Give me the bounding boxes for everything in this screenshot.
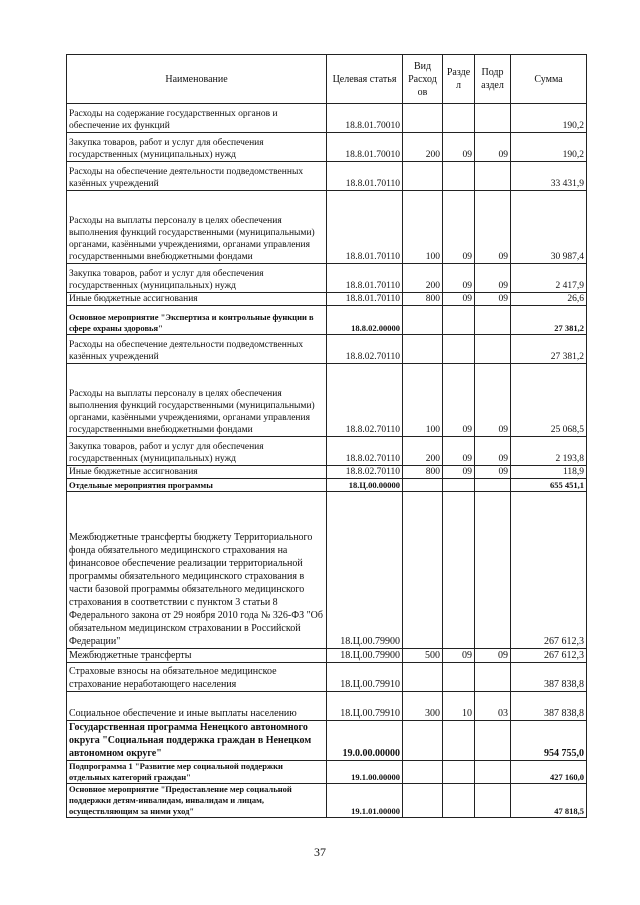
row-section bbox=[443, 162, 475, 191]
row-subsection: 03 bbox=[475, 692, 511, 721]
row-subsection bbox=[475, 335, 511, 364]
row-target-code: 18.8.01.70010 bbox=[327, 133, 403, 162]
row-target-code: 18.8.02.70110 bbox=[327, 466, 403, 479]
row-name: Межбюджетные трансферты бюджету Территориального фонда обязательного медицинского страхования на финансовое обеспечение реализации территориальной программы обязательного медицинского страхования в части базовой программы обязательного медицинского страхования в соответствии с пунктом 3 статьи 8 Федерального закона от 29 ноября 2010 года № 326-ФЗ "Об обязательном медицинском страховании в Российской Федерации" bbox=[67, 492, 327, 649]
row-sum: 26,6 bbox=[511, 293, 587, 306]
table-row bbox=[67, 264, 587, 293]
row-expense-type: 100 bbox=[403, 191, 443, 264]
row-target-code: 18.8.01.70010 bbox=[327, 104, 403, 133]
header-section: Разде л bbox=[443, 55, 475, 104]
row-subsection bbox=[475, 306, 511, 335]
row-subsection: 09 bbox=[475, 466, 511, 479]
row-target-code: 18.8.01.70110 bbox=[327, 191, 403, 264]
row-name: Расходы на выплаты персоналу в целях обеспечения выполнения функций государственными (муниципальными) органами, казёнными учреждениями, органами управления государственными внебюджетными фондами bbox=[67, 191, 327, 264]
row-subsection bbox=[475, 784, 511, 818]
row-target-code: 18.8.01.70110 bbox=[327, 264, 403, 293]
row-subsection: 09 bbox=[475, 264, 511, 293]
row-expense-type bbox=[403, 162, 443, 191]
row-target-code: 18.Ц.00.79910 bbox=[327, 692, 403, 721]
row-expense-type bbox=[403, 306, 443, 335]
table-row bbox=[67, 437, 587, 466]
row-name: Подпрограмма 1 "Развитие мер социальной поддержки отдельных категорий граждан" bbox=[67, 761, 327, 784]
row-sum: 387 838,8 bbox=[511, 692, 587, 721]
row-expense-type: 500 bbox=[403, 649, 443, 663]
table-row bbox=[67, 721, 587, 761]
row-target-code: 18.8.02.70110 bbox=[327, 335, 403, 364]
row-sum: 27 381,2 bbox=[511, 306, 587, 335]
row-expense-type: 200 bbox=[403, 264, 443, 293]
row-sum: 267 612,3 bbox=[511, 649, 587, 663]
row-sum: 47 818,5 bbox=[511, 784, 587, 818]
row-sum: 427 160,0 bbox=[511, 761, 587, 784]
table-row bbox=[67, 191, 587, 264]
row-sum: 190,2 bbox=[511, 133, 587, 162]
row-subsection: 09 bbox=[475, 437, 511, 466]
row-target-code: 18.Ц.00.79900 bbox=[327, 492, 403, 649]
table-row bbox=[67, 364, 587, 437]
row-subsection: 09 bbox=[475, 293, 511, 306]
row-subsection bbox=[475, 761, 511, 784]
row-sum: 33 431,9 bbox=[511, 162, 587, 191]
row-name: Закупка товаров, работ и услуг для обеспечения государственных (муниципальных) нужд bbox=[67, 133, 327, 162]
row-expense-type bbox=[403, 492, 443, 649]
table-row bbox=[67, 466, 587, 479]
row-name: Закупка товаров, работ и услуг для обеспечения государственных (муниципальных) нужд bbox=[67, 437, 327, 466]
table-row bbox=[67, 104, 587, 133]
table-row bbox=[67, 784, 587, 818]
row-section: 09 bbox=[443, 133, 475, 162]
table-row bbox=[67, 306, 587, 335]
row-name: Расходы на выплаты персоналу в целях обеспечения выполнения функций государственными (муниципальными) органами, казёнными учреждениями, органами управления государственными внебюджетными фондами bbox=[67, 364, 327, 437]
row-subsection bbox=[475, 104, 511, 133]
row-subsection bbox=[475, 492, 511, 649]
row-section: 09 bbox=[443, 649, 475, 663]
row-section: 09 bbox=[443, 293, 475, 306]
row-expense-type: 300 bbox=[403, 692, 443, 721]
row-target-code: 18.8.02.70110 bbox=[327, 437, 403, 466]
row-section bbox=[443, 306, 475, 335]
row-subsection bbox=[475, 721, 511, 761]
row-name: Государственная программа Ненецкого автономного округа "Социальная поддержка граждан в Ненецком автономном округе" bbox=[67, 721, 327, 761]
row-target-code: 18.8.01.70110 bbox=[327, 293, 403, 306]
table-row bbox=[67, 492, 587, 649]
row-target-code: 18.Ц.00.00000 bbox=[327, 479, 403, 492]
row-subsection: 09 bbox=[475, 191, 511, 264]
row-sum: 190,2 bbox=[511, 104, 587, 133]
row-section bbox=[443, 663, 475, 692]
table-row bbox=[67, 293, 587, 306]
row-sum: 267 612,3 bbox=[511, 492, 587, 649]
row-name: Иные бюджетные ассигнования bbox=[67, 293, 327, 306]
row-section bbox=[443, 335, 475, 364]
row-section bbox=[443, 479, 475, 492]
header-subsection: Подр аздел bbox=[475, 55, 511, 104]
table-row bbox=[67, 663, 587, 692]
table-row bbox=[67, 761, 587, 784]
row-target-code: 18.8.02.70110 bbox=[327, 364, 403, 437]
page-number: 37 bbox=[314, 845, 326, 859]
table-header-row bbox=[67, 55, 587, 104]
row-expense-type bbox=[403, 104, 443, 133]
row-section: 09 bbox=[443, 264, 475, 293]
row-section bbox=[443, 761, 475, 784]
row-expense-type bbox=[403, 784, 443, 818]
header-sum: Сумма bbox=[511, 55, 587, 104]
row-sum: 954 755,0 bbox=[511, 721, 587, 761]
row-subsection: 09 bbox=[475, 649, 511, 663]
row-target-code: 19.1.00.00000 bbox=[327, 761, 403, 784]
row-expense-type bbox=[403, 761, 443, 784]
row-subsection: 09 bbox=[475, 364, 511, 437]
row-name: Иные бюджетные ассигнования bbox=[67, 466, 327, 479]
row-name: Социальное обеспечение и иные выплаты населению bbox=[67, 692, 327, 721]
row-section: 09 bbox=[443, 466, 475, 479]
row-target-code: 19.1.01.00000 bbox=[327, 784, 403, 818]
row-name: Межбюджетные трансферты bbox=[67, 649, 327, 663]
row-sum: 2 193,8 bbox=[511, 437, 587, 466]
row-name: Расходы на обеспечение деятельности подведомственных казённых учреждений bbox=[67, 162, 327, 191]
table-row bbox=[67, 692, 587, 721]
row-section bbox=[443, 721, 475, 761]
row-name: Основное мероприятие "Предоставление мер социальной поддержки детям-инвалидам, инвалидам и лицам, осуществляющим за ними уход" bbox=[67, 784, 327, 818]
row-expense-type bbox=[403, 335, 443, 364]
header-target: Целевая статья bbox=[327, 55, 403, 104]
row-section bbox=[443, 104, 475, 133]
row-expense-type bbox=[403, 721, 443, 761]
row-expense-type bbox=[403, 479, 443, 492]
row-sum: 118,9 bbox=[511, 466, 587, 479]
row-sum: 25 068,5 bbox=[511, 364, 587, 437]
row-name: Отдельные мероприятия программы bbox=[67, 479, 327, 492]
row-sum: 27 381,2 bbox=[511, 335, 587, 364]
row-expense-type: 800 bbox=[403, 466, 443, 479]
row-section bbox=[443, 492, 475, 649]
row-section: 09 bbox=[443, 364, 475, 437]
row-name: Закупка товаров, работ и услуг для обеспечения государственных (муниципальных) нужд bbox=[67, 264, 327, 293]
row-subsection: 09 bbox=[475, 133, 511, 162]
budget-table bbox=[66, 54, 587, 818]
table-row bbox=[67, 335, 587, 364]
row-target-code: 18.8.02.00000 bbox=[327, 306, 403, 335]
row-section: 09 bbox=[443, 191, 475, 264]
row-name: Расходы на обеспечение деятельности подведомственных казённых учреждений bbox=[67, 335, 327, 364]
row-section: 09 bbox=[443, 437, 475, 466]
row-target-code: 18.Ц.00.79900 bbox=[327, 649, 403, 663]
row-name: Страховые взносы на обязательное медицинское страхование неработающего населения bbox=[67, 663, 327, 692]
row-section bbox=[443, 784, 475, 818]
row-section: 10 bbox=[443, 692, 475, 721]
row-subsection bbox=[475, 479, 511, 492]
row-target-code: 19.0.00.00000 bbox=[327, 721, 403, 761]
row-subsection bbox=[475, 663, 511, 692]
table-row bbox=[67, 133, 587, 162]
row-subsection bbox=[475, 162, 511, 191]
row-expense-type bbox=[403, 663, 443, 692]
row-expense-type: 100 bbox=[403, 364, 443, 437]
row-sum: 387 838,8 bbox=[511, 663, 587, 692]
row-expense-type: 200 bbox=[403, 133, 443, 162]
row-target-code: 18.Ц.00.79910 bbox=[327, 663, 403, 692]
row-sum: 30 987,4 bbox=[511, 191, 587, 264]
header-name: Наименование bbox=[67, 55, 327, 104]
row-name: Основное мероприятие "Экспертиза и контрольные функции в сфере охраны здоровья" bbox=[67, 306, 327, 335]
row-sum: 655 451,1 bbox=[511, 479, 587, 492]
row-expense-type: 800 bbox=[403, 293, 443, 306]
header-type: Вид Расход ов bbox=[403, 55, 443, 104]
row-expense-type: 200 bbox=[403, 437, 443, 466]
table-row bbox=[67, 479, 587, 492]
table-row bbox=[67, 649, 587, 663]
table-row bbox=[67, 162, 587, 191]
row-target-code: 18.8.01.70110 bbox=[327, 162, 403, 191]
row-name: Расходы на содержание государственных органов и обеспечение их функций bbox=[67, 104, 327, 133]
row-sum: 2 417,9 bbox=[511, 264, 587, 293]
